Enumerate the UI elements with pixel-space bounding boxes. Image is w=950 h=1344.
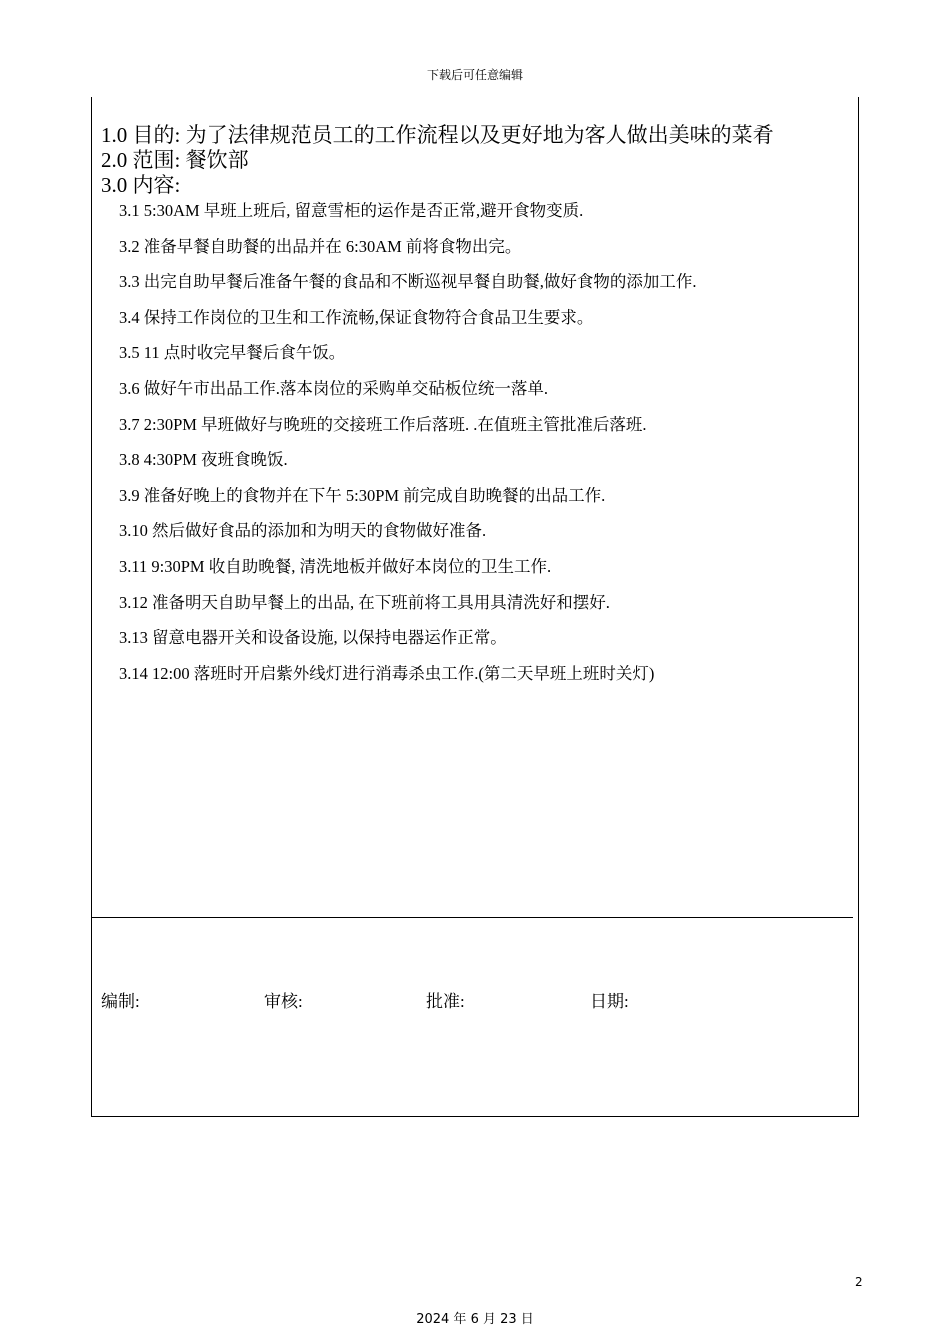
page-number: 2 <box>855 1275 863 1289</box>
list-item: 3.7 2:30PM 早班做好与晚班的交接班工作后落班. .在值班主管批准后落班. <box>119 414 647 434</box>
prepared-by-label: 编制: <box>101 992 140 1011</box>
list-item: 3.6 做好午市出品工作.落本岗位的采购单交砧板位统一落单. <box>119 378 548 398</box>
list-item: 3.4 保持工作岗位的卫生和工作流畅,保证食物符合食品卫生要求。 <box>119 307 594 327</box>
list-item: 3.3 出完自助早餐后准备午餐的食品和不断巡视早餐自助餐,做好食物的添加工作. <box>119 272 697 292</box>
footer-date: 2024 年 6 月 23 日 <box>416 1312 534 1327</box>
list-item: 3.14 12:00 落班时开启紫外线灯进行消毒杀虫工作.(第二天早班上班时关灯) <box>119 663 655 683</box>
approved-by-label: 批准: <box>426 992 465 1011</box>
date-label: 日期: <box>590 992 629 1011</box>
section-scope: 2.0 范围: 餐饮部 <box>101 148 249 172</box>
list-item: 3.12 准备明天自助早餐上的出品, 在下班前将工具用具清洗好和摆好. <box>119 592 610 612</box>
content-items-list <box>119 199 849 697</box>
section-purpose: 1.0 目的: 为了法律规范员工的工作流程以及更好地为客人做出美味的菜肴 <box>101 123 774 147</box>
list-item: 3.5 11 点时收完早餐后食午饭。 <box>119 343 346 363</box>
list-item: 3.10 然后做好食品的添加和为明天的食物做好准备. <box>119 521 487 541</box>
header-note: 下载后可任意编辑 <box>426 68 523 82</box>
reviewed-by-label: 审核: <box>264 992 303 1011</box>
signature-row <box>101 990 841 1014</box>
list-item: 3.9 准备好晚上的食物并在下午 5:30PM 前完成自助晚餐的出品工作. <box>119 485 606 505</box>
section-content: 3.0 内容: <box>101 173 181 197</box>
section-headings <box>101 123 841 198</box>
list-item: 3.2 准备早餐自助餐的出品并在 6:30AM 前将食物出完。 <box>119 236 522 256</box>
signature-divider <box>91 917 853 918</box>
list-item: 3.11 9:30PM 收自助晚餐, 清洗地板并做好本岗位的卫生工作. <box>119 556 552 576</box>
list-item: 3.13 留意电器开关和设备设施, 以保持电器运作正常。 <box>119 628 507 648</box>
list-item: 3.8 4:30PM 夜班食晚饭. <box>119 450 288 470</box>
list-item: 3.1 5:30AM 早班上班后, 留意雪柜的运作是否正常,避开食物变质. <box>119 201 584 220</box>
